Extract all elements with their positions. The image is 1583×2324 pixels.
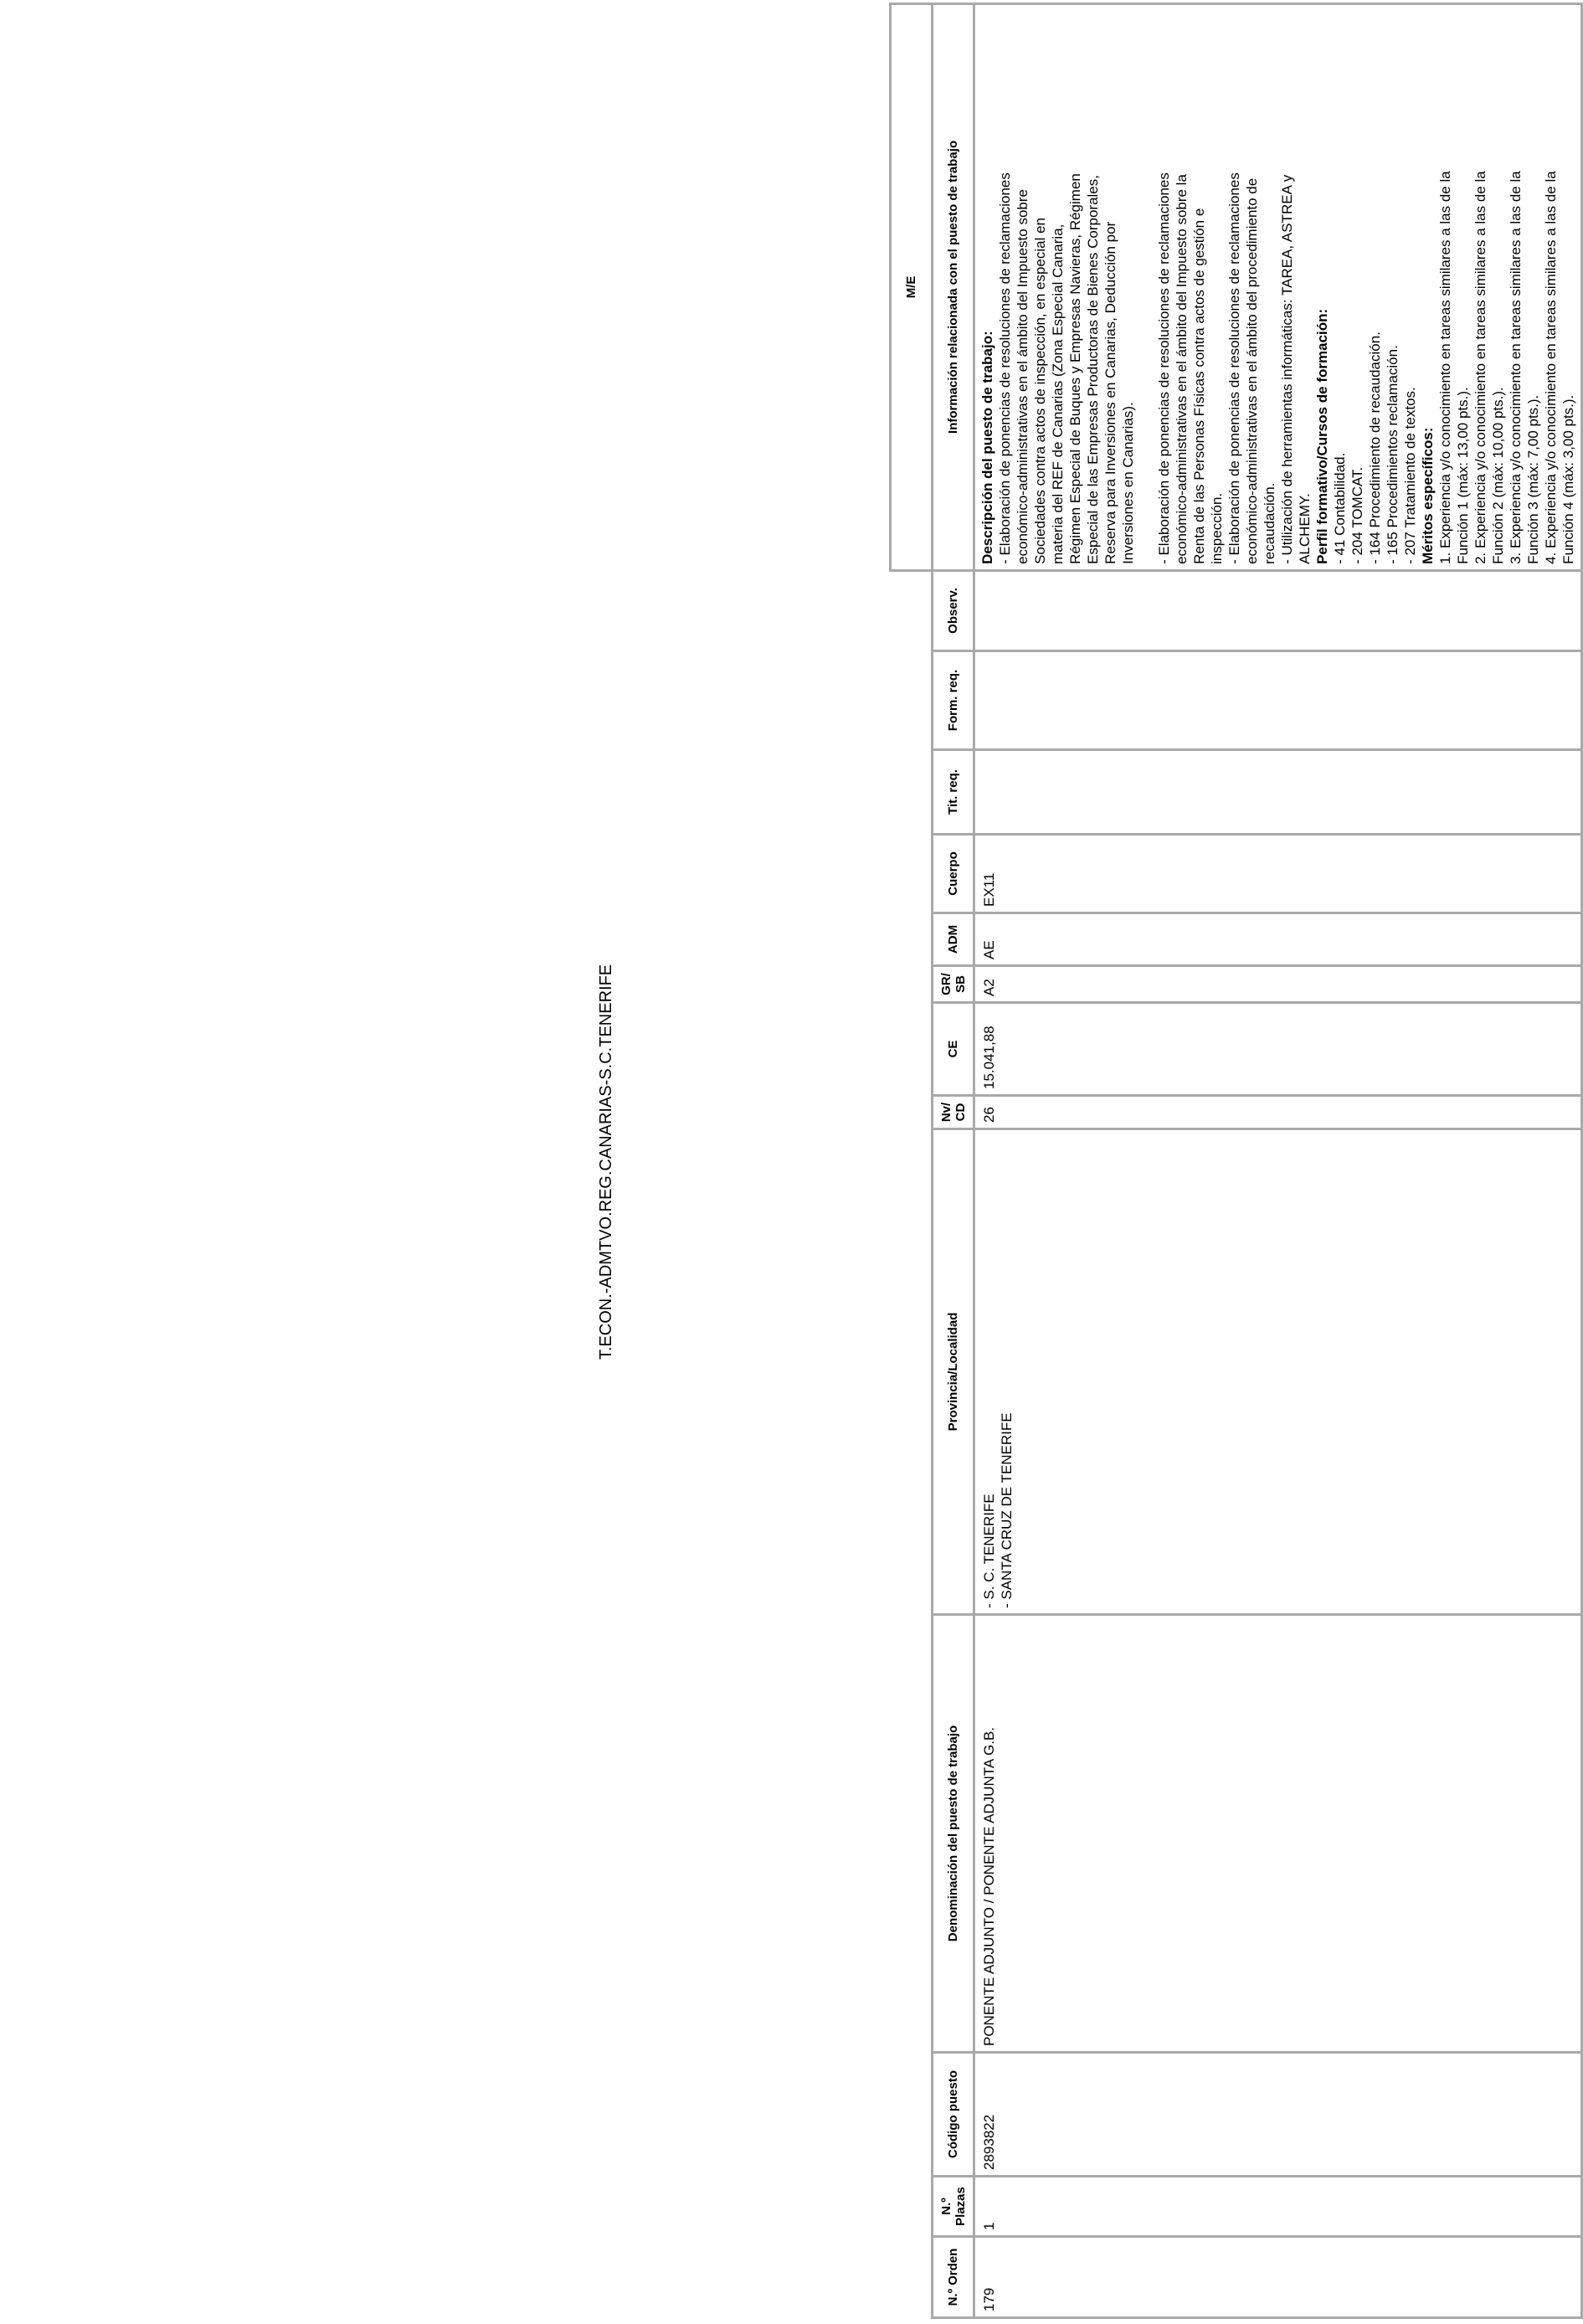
header-orden: N.º Orden: [933, 2237, 974, 2318]
desc-block-1: [996, 10, 1137, 564]
info-line: Especial de las Empresas Productoras de Bienes Corporales,: [1085, 175, 1101, 564]
info-line: Función 2 (máx: 10,00 pts.).: [1490, 387, 1506, 564]
header-adm: ADM: [933, 913, 974, 966]
info-line: 3. Experiencia y/o conocimiento en tareas similares a las de la: [1508, 171, 1524, 564]
info-line: ALCHEMY.: [1297, 493, 1313, 564]
desc-gap: [1137, 10, 1155, 564]
info-line: inspección.: [1209, 492, 1225, 564]
table-row: [974, 3, 1582, 2317]
info-line: económico-administrativas en el ámbito del Impuesto sobre: [1015, 189, 1030, 564]
cell-ce: 15.041,88: [974, 1003, 1582, 1096]
header-nv-cd: [933, 1096, 974, 1129]
info-line: económico-administrativas en el ámbito del Impuesto sobre la: [1174, 174, 1190, 564]
header-observ: Observ.: [933, 570, 974, 650]
info-line: recaudación.: [1262, 482, 1277, 564]
perfil-list: [1331, 10, 1419, 564]
info-line: - 207 Tratamiento de textos.: [1402, 387, 1418, 564]
header-denominacion: Denominación del puesto de trabajo: [933, 1615, 974, 2053]
header-cuerpo: Cuerpo: [933, 835, 974, 913]
info-line: - Elaboración de ponencias de resoluciones de reclamaciones: [1226, 172, 1242, 564]
info-line: económico-administrativas en el ámbito del procedimiento de: [1244, 177, 1260, 564]
header-codigo: Código puesto: [933, 2053, 974, 2177]
header-plazas: N.º Plazas: [933, 2177, 974, 2237]
info-line: - Elaboración de ponencias de resoluciones de reclamaciones: [997, 172, 1013, 564]
provincia-line-1: - S. C. TENERIFE: [981, 1494, 997, 1608]
cell-denominacion: PONENTE ADJUNTO / PONENTE ADJUNTA G.B.: [974, 1615, 1582, 2053]
info-line: Reserva para Inversiones en Canarias, Deducción por: [1102, 221, 1118, 564]
me-spacer: [891, 570, 933, 2317]
cell-info: [974, 3, 1582, 570]
provincia-line-2: - SANTA CRUZ DE TENERIFE: [999, 1412, 1015, 1608]
cell-gr: A2: [974, 966, 1582, 1003]
perfil-heading: Perfil formativo/Cursos de formación:: [1314, 308, 1330, 564]
info-line: 4. Experiencia y/o conocimiento en tareas similares a las de la: [1543, 171, 1559, 564]
cell-nv: 26: [974, 1096, 1582, 1129]
document-title: T.ECON.-ADMTVO.REG.CANARIAS-S.C.TENERIFE: [597, 964, 615, 1360]
meritos-heading: Méritos específicos:: [1420, 427, 1436, 564]
info-line: - Utilización de herramientas informáticas: TAREA, ASTREA y: [1279, 174, 1295, 564]
info-line: Inversiones en Canarias).: [1120, 402, 1136, 564]
meritos-list: [1437, 10, 1577, 564]
info-line: Régimen Especial de Buques y Empresas Navieras, Régimen: [1067, 173, 1083, 564]
cell-cuerpo: EX11: [974, 835, 1582, 913]
info-line: Función 3 (máx: 7,00 pts.).: [1525, 394, 1541, 564]
table-header: [933, 3, 974, 2317]
header-ce: CE: [933, 1003, 974, 1096]
info-line: 2. Experiencia y/o conocimiento en tareas similares a las de la: [1472, 171, 1488, 564]
header-info: Información relacionada con el puesto de trabajo: [933, 3, 974, 570]
cell-adm: AE: [974, 913, 1582, 966]
job-table: [889, 5, 1576, 2319]
cell-provincia: [974, 1129, 1582, 1615]
info-line: Sociedades contra actos de inspección, en especial en: [1032, 217, 1048, 564]
desc-block-2: [1155, 10, 1313, 564]
header-form: Form. req.: [933, 651, 974, 750]
info-line: - 204 TOMCAT.: [1349, 466, 1365, 564]
info-line: 1. Experiencia y/o conocimiento en tareas similares a las de la: [1437, 171, 1453, 564]
header-provincia: Provincia/Localidad: [933, 1129, 974, 1615]
header-gr-sb: [933, 966, 974, 1003]
info-line: Función 4 (máx: 3,00 pts.).: [1560, 394, 1576, 564]
cell-form: [974, 651, 1582, 750]
header-nv: Nv/: [938, 1102, 953, 1123]
cell-plazas: 1: [974, 2177, 1582, 2237]
info-line: - 165 Procedimientos reclamación.: [1385, 345, 1401, 564]
header-gr: GR/: [938, 973, 953, 995]
info-line: Función 1 (máx: 13,00 pts.).: [1455, 387, 1471, 564]
header-sb: SB: [953, 975, 968, 993]
info-line: materia del REF de Canarias (Zona Especial Canaria,: [1050, 224, 1066, 564]
info-line: - 41 Contabilidad.: [1332, 452, 1348, 564]
cell-tit: [974, 750, 1582, 835]
cell-codigo: 2893822: [974, 2053, 1582, 2177]
cell-observ: [974, 570, 1582, 650]
info-line: - Elaboración de ponencias de resoluciones de reclamaciones: [1156, 172, 1172, 564]
cell-orden: 179: [974, 2237, 1582, 2318]
info-line: Renta de las Personas Físicas contra actos de gestión e: [1191, 208, 1207, 564]
me-header: M/E: [891, 3, 933, 570]
desc-heading: Descripción del puesto de trabajo:: [979, 331, 995, 564]
header-tit: Tit. req.: [933, 750, 974, 835]
header-cd: CD: [953, 1103, 968, 1122]
info-line: - 164 Procedimiento de recaudación.: [1367, 332, 1383, 564]
